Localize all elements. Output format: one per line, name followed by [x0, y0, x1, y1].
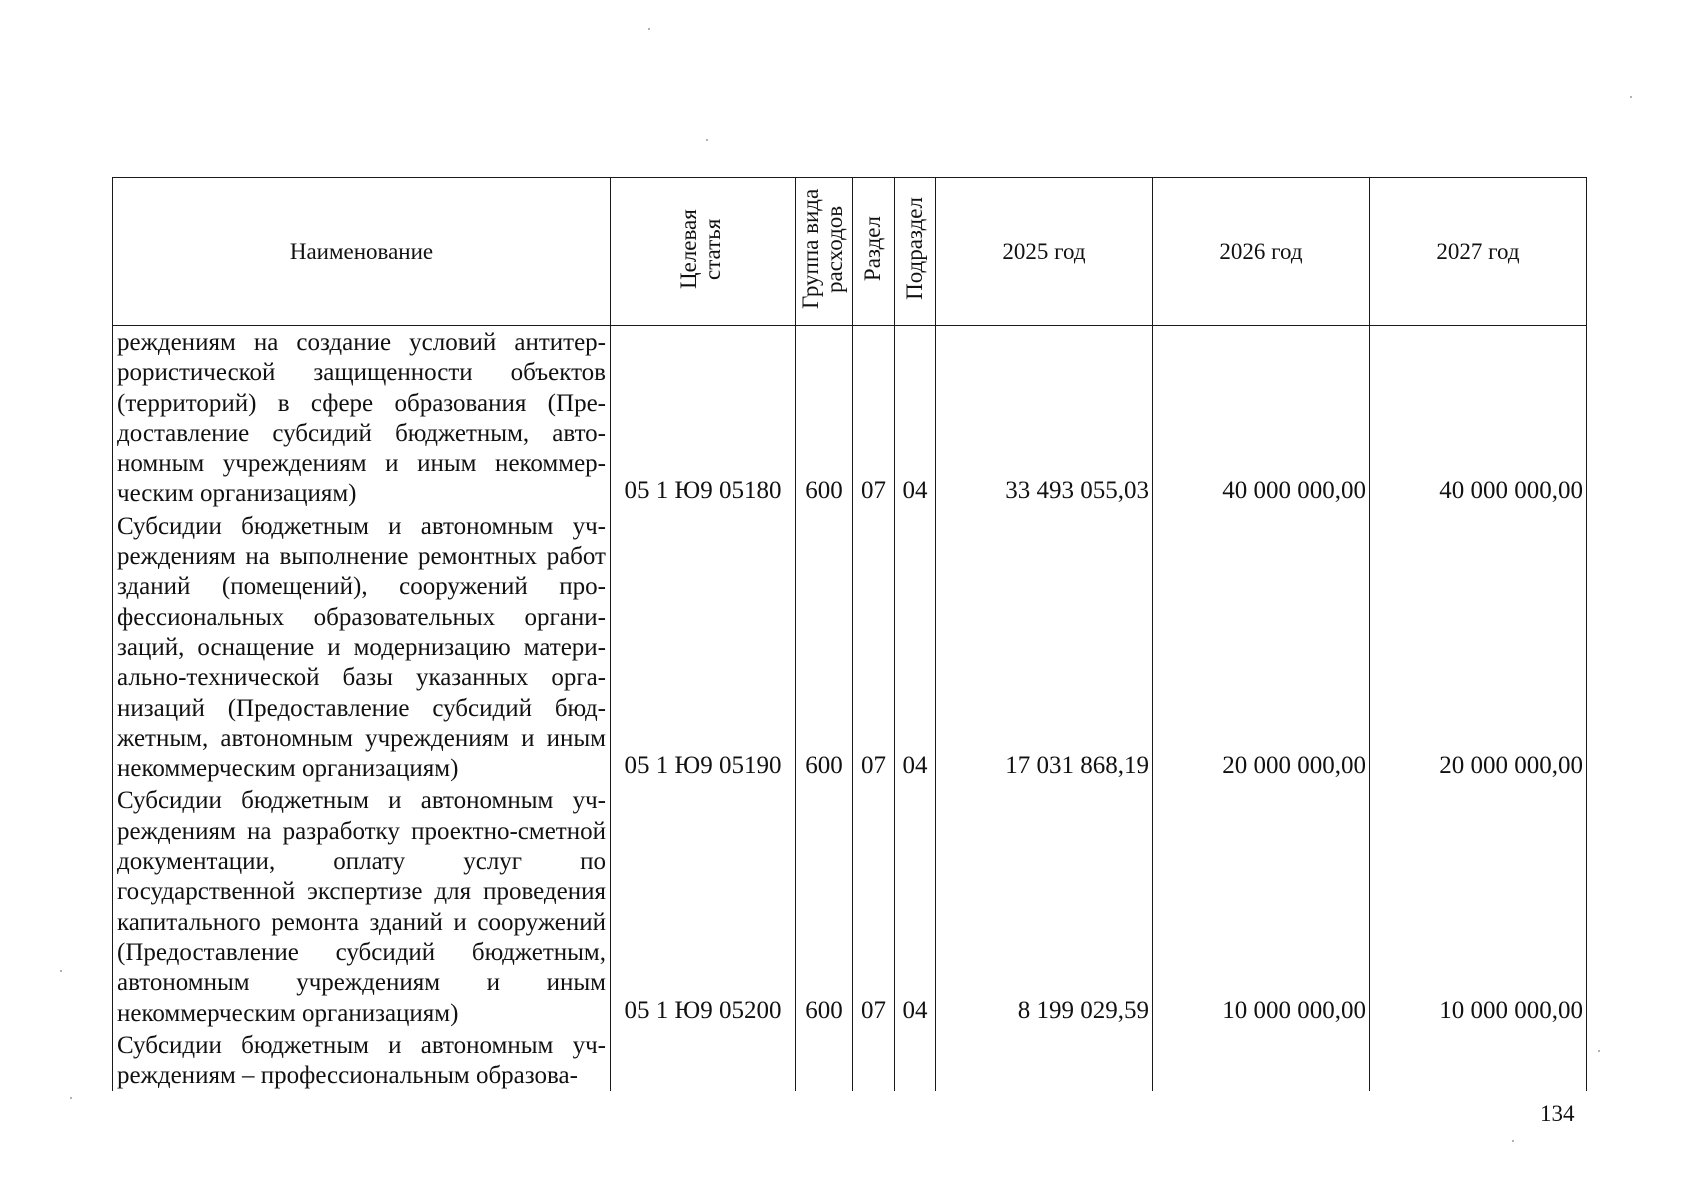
scan-speck: [1598, 1050, 1600, 1052]
row-value-2025: 8 199 029,59: [936, 784, 1153, 1028]
header-target-article: Целевая статья: [611, 178, 796, 326]
row-name: Субсидии бюджетным и автономным учреждениям на выполнение ремонтных работ зданий (помещений), сооружений профессиональных образовательных организаций, оснащение и модернизацию материально-технической базы указанных организаций (Предоставление субсидий бюджетным, автономным учреждениям и иным некоммерческим организациям): [113, 510, 611, 785]
row-subsection: [895, 1029, 936, 1092]
row-subsection: 04: [895, 326, 936, 510]
scan-speck: [60, 970, 62, 972]
header-year-2025: 2025 год: [936, 178, 1153, 326]
row-section: 07: [853, 784, 895, 1028]
row-value-2026: 10 000 000,00: [1153, 784, 1370, 1028]
row-subsection: 04: [895, 784, 936, 1028]
row-value-2027: 40 000 000,00: [1370, 326, 1587, 510]
table-row: [113, 784, 1587, 1028]
header-row: [113, 178, 1587, 326]
row-value-2027: 20 000 000,00: [1370, 510, 1587, 785]
row-value-2025: [936, 1029, 1153, 1092]
row-name: Субсидии бюджетным и автономным учреждениям на разработку проектно-сметной документации, оплату услуг по государственной экспертизе для проведения капитального ремонта зданий и сооружений (Предоставление субсидий бюджетным, автономным учреждениям и иным некоммерческим организациям): [113, 784, 611, 1028]
row-subsection: 04: [895, 510, 936, 785]
header-section: Раздел: [853, 178, 895, 326]
row-name: Субсидии бюджетным и автономным учреждениям – профессиональным образова-: [113, 1029, 611, 1092]
row-value-2026: 20 000 000,00: [1153, 510, 1370, 785]
row-target-article: 05 1 Ю9 05180: [611, 326, 796, 510]
row-value-2027: [1370, 1029, 1587, 1092]
row-target-article: [611, 1029, 796, 1092]
table-row: [113, 510, 1587, 785]
row-value-2025: 33 493 055,03: [936, 326, 1153, 510]
row-expense-group: 600: [796, 326, 853, 510]
page-number: 134: [1540, 1101, 1575, 1126]
row-name: реждениям на создание условий антитеррористической защищенности объектов (территорий) в сфере образования (Предоставление субсидий бюджетным, автономным учреждениям и иным некоммерческим организациям): [113, 326, 611, 510]
row-target-article: 05 1 Ю9 05200: [611, 784, 796, 1028]
row-section: 07: [853, 326, 895, 510]
row-value-2027: 10 000 000,00: [1370, 784, 1587, 1028]
scan-speck: [706, 139, 708, 141]
row-section: [853, 1029, 895, 1092]
row-value-2026: [1153, 1029, 1370, 1092]
header-year-2026: 2026 год: [1153, 178, 1370, 326]
header-subsection: Подраздел: [895, 178, 936, 326]
row-target-article: 05 1 Ю9 05190: [611, 510, 796, 785]
row-expense-group: 600: [796, 784, 853, 1028]
header-expense-group: Группа вида расходов: [796, 178, 853, 326]
row-value-2025: 17 031 868,19: [936, 510, 1153, 785]
scan-speck: [1630, 96, 1632, 98]
scan-speck: [1512, 1140, 1514, 1142]
row-value-2026: 40 000 000,00: [1153, 326, 1370, 510]
row-section: 07: [853, 510, 895, 785]
row-expense-group: [796, 1029, 853, 1092]
scan-speck: [70, 1097, 72, 1099]
table-row: [113, 1029, 1587, 1092]
budget-table: [112, 177, 1587, 1091]
scan-speck: [648, 28, 650, 30]
header-name: Наименование: [113, 178, 611, 326]
header-year-2027: 2027 год: [1370, 178, 1587, 326]
table-row: [113, 326, 1587, 510]
row-expense-group: 600: [796, 510, 853, 785]
